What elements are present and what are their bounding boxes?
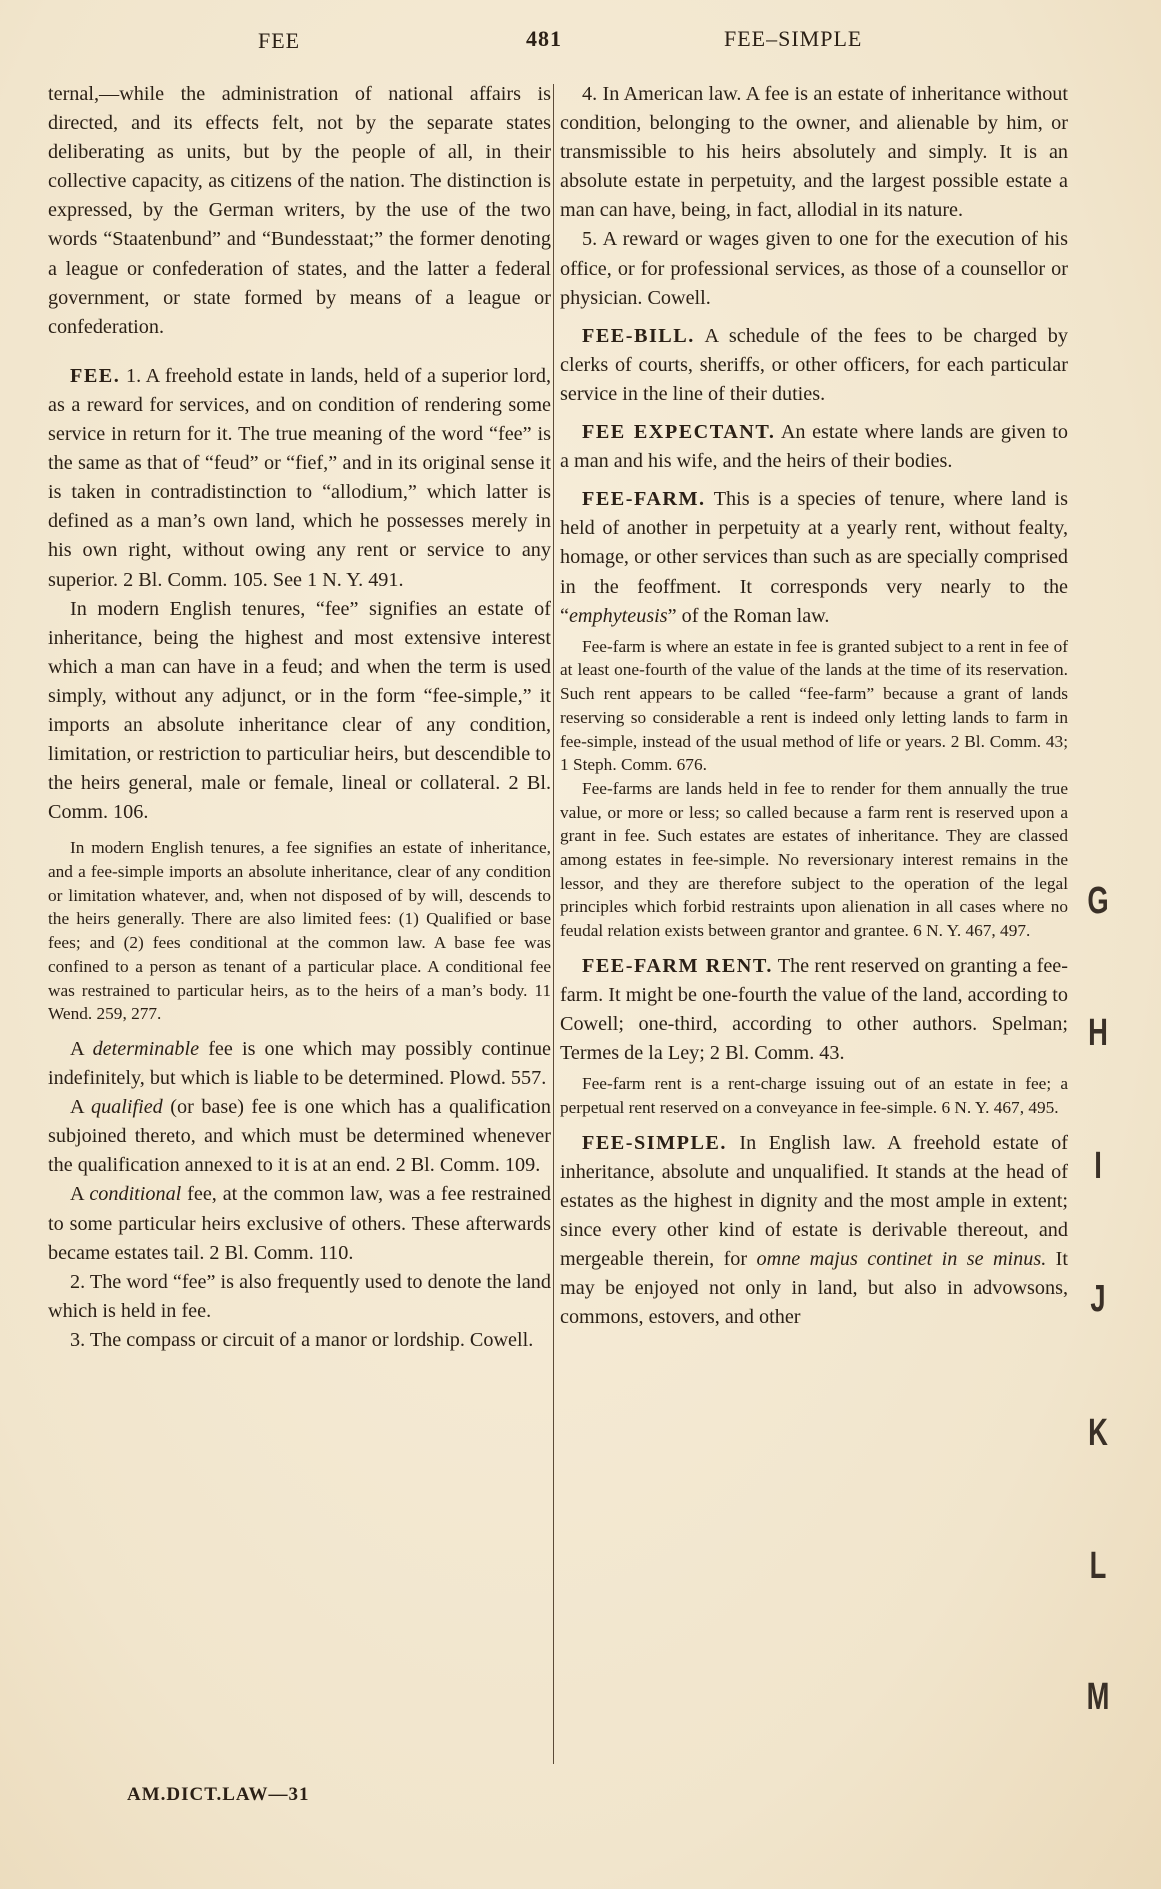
entry-fee-simple-headword: FEE-SIMPLE. (582, 1131, 727, 1154)
determinable-lead: A (70, 1037, 93, 1060)
omne-majus-term: omne majus continet in se minus. (756, 1247, 1047, 1270)
staatenbund-paragraph: ternal,—while the administration of national affairs is directed, and its effects felt, not by the separate states deliberating as units, but by the people of all, in their collective capacity, as citizens of the nation. The distinction is expressed, by the German writers, by the use of the two words “Staatenbund” and “Bundesstaat;” the former denoting a league or confederation of states, and the latter a federal government, or state formed by means of a league or confederation. (48, 83, 551, 338)
entry-fee-farm-rent (560, 952, 1068, 1068)
note-fee-farm-rent: Fee-farm rent is a rent-charge issuing out of an estate in fee; a perpetual rent reserved on a conveyance in fee-simple. 6 N. Y. 467, 495. (560, 1074, 1068, 1117)
fee-simple-text-a: In English law. A freehold estate of inheritance, absolute and unqualified. It stands at the head of estates as the highest in dignity and the most ample in extent; since every other kind of estate is derivable thereout, and mergeable therein, for (560, 1131, 1068, 1270)
page-number: 481 (526, 26, 562, 51)
entry-fee-bill (560, 322, 1068, 409)
column-rule (553, 84, 554, 1764)
determinable-term: determinable (92, 1037, 200, 1060)
determinable-fee-paragraph (48, 1035, 551, 1093)
entry-fee-simple (560, 1129, 1068, 1333)
qualified-lead: A (70, 1096, 91, 1119)
emphyteusis-term: emphyteusis (568, 604, 668, 627)
entry-fee-bill-headword: FEE-BILL. (582, 324, 695, 347)
sense-3-paragraph: 3. The compass or circuit of a manor or lordship. Cowell. (70, 1328, 534, 1351)
note-modern-tenures: In modern English tenures, a fee signifies an estate of inheritance, and a fee-simple imports an absolute inheritance, clear of any condition or limitation whatever, and, when not disposed of by will, descends to the heirs generally. There are also limited fees: (1) Qualified or base fees; and (2) fees conditional at the common law. A base fee was confined to a person as tenant of a particular place. A conditional fee was restrained to particular heirs, as to the heirs of a man’s body. 11 Wend. 259, 277. (48, 838, 551, 1024)
entry-fee (48, 362, 551, 595)
right-column (560, 80, 1068, 1332)
conditional-fee-paragraph (48, 1180, 551, 1267)
qualified-term: qualified (90, 1096, 163, 1119)
thumb-letter-k: K (1088, 1412, 1108, 1454)
thumb-letter-i: I (1094, 1145, 1102, 1187)
thumb-letter-j: J (1090, 1278, 1106, 1320)
entry-fee-farm (560, 485, 1068, 630)
entry-fee-expectant (560, 418, 1068, 476)
thumb-letter-m: M (1086, 1676, 1110, 1718)
conditional-text: fee, at the common law, was a fee restrained to some particular heirs exclusive of others. These afterwards became estates tail. 2 Bl. Comm. 110. (48, 1183, 551, 1264)
note-fee-farm-1: Fee-farm is where an estate in fee is granted subject to a rent in fee of at least one-fourth of the value of the lands at the time of its reservation. Such rent appears to be called “fee-farm” because a grant of lands reserving so considerable a rent is indeed only letting lands to farm in fee-simple, instead of the usual method of life or years. 2 Bl. Comm. 43; 1 Steph. Comm. 676. (560, 636, 1068, 775)
conditional-lead: A (70, 1183, 90, 1206)
thumb-letter-g: G (1087, 880, 1109, 922)
qualified-text: (or base) fee is one which has a qualification subjoined thereto, and which must be determined whenever the qualification annexed to it is at an end. 2 Bl. Comm. 109. (48, 1096, 551, 1177)
entry-fee-expectant-definition: An estate where lands are given to a man and his wife, and the heirs of their bodies. (560, 421, 1068, 473)
fee-farm-text-a: This is a species of tenure, where land is held of another in perpetuity at a yearly rent, without fealty, homage, or other services than such as are specially comprised in the feoffment. It corresponds very nearly to the “ (560, 488, 1068, 627)
running-head (0, 22, 1161, 62)
thumb-letter-h: H (1088, 1012, 1108, 1054)
running-head-left: FEE (258, 28, 301, 53)
modern-tenures-paragraph: In modern English tenures, “fee” signifies an estate of inheritance, being the highest and most extensive interest which a man can have in a feud; and when the term is used simply, without any adjunct, or in the form “fee-simple,” it imports an absolute inheritance clear of any condition, limitation, or restriction to particuliar heirs, but descendible to the heirs general, male or female, lineal or collateral. 2 Bl. Comm. 106. (48, 597, 551, 824)
entry-fee-bill-definition: A schedule of the fees to be charged by clerks of courts, sheriffs, or other officers, for each particular service in the line of their duties. (560, 324, 1068, 405)
entry-fee-definition: 1. A freehold estate in lands, held of a superior lord, as a reward for services, and on condition of rendering some service in return for it. The true meaning of the word “fee” is the same as that of “feud” or “fief,” and in its original sense it is taken in contradistinction to “allodium,” which latter is defined as a man’s own land, which he possesses merely in his own right, without owing any rent or service to any superior. 2 Bl. Comm. 105. See 1 N. Y. 491. (48, 364, 551, 591)
running-head-right: FEE–SIMPLE (724, 26, 863, 51)
fee-farm-text-b: ” of the Roman law. (667, 604, 830, 627)
signature-footer: AM.DICT.LAW—31 (127, 1784, 310, 1805)
fee-simple-text-b: It may be enjoyed not only in land, but also in advowsons, commons, estovers, and other (560, 1247, 1068, 1329)
sense-2-paragraph: 2. The word “fee” is also frequently used to denote the land which is held in fee. (48, 1270, 551, 1322)
sense-4-paragraph: 4. In American law. A fee is an estate of inheritance without condition, belonging to the owner, and alienable by him, or transmissible to his heirs absolutely and simply. It is an absolute estate in perpetuity, and the largest possible estate a man can have, being, in fact, allodial in its nature. (560, 83, 1068, 222)
entry-fee-headword: FEE. (70, 364, 121, 387)
qualified-fee-paragraph (48, 1093, 551, 1180)
entry-fee-expectant-headword: FEE EXPECTANT. (582, 421, 776, 444)
left-column (48, 80, 551, 1355)
conditional-term: conditional (89, 1183, 182, 1206)
entry-fee-farm-rent-headword: FEE-FARM RENT. (582, 954, 773, 977)
entry-fee-farm-headword: FEE-FARM. (582, 488, 706, 511)
entry-fee-farm-rent-definition: The rent reserved on granting a fee-farm. It might be one-fourth the value of the land, according to Cowell; one-third, according to other authors. Spelman; Termes de la Ley; 2 Bl. Comm. 43. (560, 954, 1068, 1065)
determinable-text: fee is one which may possibly continue indefinitely, but which is liable to be determined. Plowd. 557. (48, 1037, 551, 1090)
thumb-letter-l: L (1089, 1545, 1107, 1587)
sense-5-paragraph: 5. A reward or wages given to one for the execution of his office, or for professional services, as those of a counsellor or physician. Cowell. (560, 228, 1068, 309)
note-fee-farm-2: Fee-farms are lands held in fee to render for them annually the true value, or more or less; so called because a farm rent is reserved upon a grant in fee. Such estates are estates of inheritance. They are classed among estates in fee-simple. No reversionary interest remains in the lessor, and they are therefore subject to the operation of the legal principles which forbid restraints upon alienation in all cases where no feudal relation exists between grantor and grantee. 6 N. Y. 467, 497. (560, 778, 1068, 941)
